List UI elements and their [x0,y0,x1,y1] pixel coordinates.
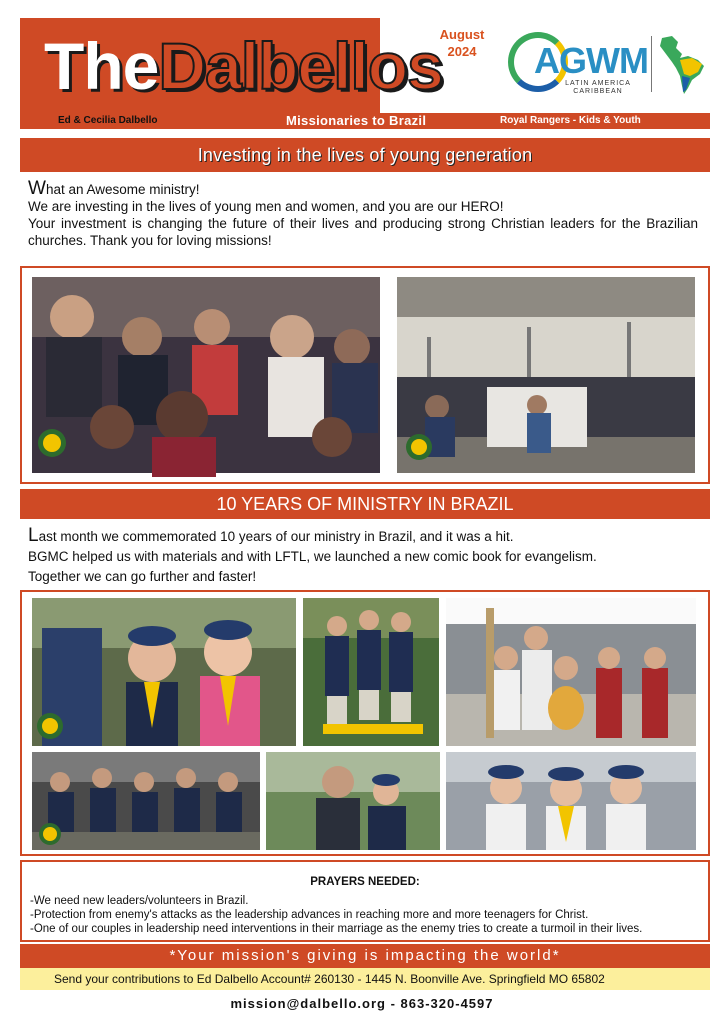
title-the: The [44,29,159,103]
contact-footer: mission@dalbello.org - 863-320-4597 [230,996,494,1011]
prayer-requests-box [20,860,710,942]
intro-line-investment: Your investment is changing the future of their lives and producing strong Christian leaders for the Brazilian churches. Thank you for loving missions! [28,216,698,248]
masthead-title [20,18,443,113]
anniversary-paragraph: Last month we commemorated 10 years of our ministry in Brazil, and it was a hit. BGMC helped us with materials and with LFTL, we launched a new comic book for evangelism. Together we can go further and faster! [28,526,708,587]
logo-divider [651,36,652,92]
missionary-names: Ed & Cecilia Dalbello [58,115,158,126]
anniversary-line-bgmc: BGMC helped us with materials and with LFTL, we launched a new comic book for evangelism. [28,549,597,564]
title-surname: Dalbellos [158,29,443,103]
contribution-info: Send your contributions to Ed Dalbello Account# 260130 - 1445 N. Boonville Ave. Springfield MO 65802 [20,968,710,990]
dropcap: W [28,178,46,199]
section-heading-investing: Investing in the lives of young generation [20,138,710,172]
photo-three-rangers [303,598,439,746]
photo-man-and-boy [266,752,440,850]
ministry-focus: Royal Rangers - Kids & Youth [500,115,641,126]
agwm-logo [508,28,708,104]
latin-america-map-icon [658,34,708,96]
logo-subtitle: LATIN AMERICA CARIBBEAN [565,80,631,95]
photo-youth-praying [32,277,380,473]
anniversary-line-together: Together we can go further and faster! [28,569,257,584]
photo-girls-thumbs-up [32,598,296,746]
prayer-item: -Protection from enemy's attacks as the leadership advances in reaching more and more teenagers for Christ. [30,909,589,921]
prayer-item: -We need new leaders/volunteers in Brazil. [30,895,249,907]
issue-date [428,26,496,60]
prayer-title: PRAYERS NEEDED: [310,876,420,888]
photo-rangers-sitting [32,752,260,850]
intro-paragraph: What an Awesome ministry! We are investing in the lives of young men and women, and you are our HERO! Your investment is changing the future of their lives and producing strong Christian leaders for the Brazilian churches. Thank you for loving missions! [28,178,698,248]
intro-line-hero: We are investing in the lives of young men and women, and you are our HERO! [28,199,504,214]
prayer-item: -One of our couples in leadership need interventions in their marriage as the enemy tries to create a turmoil in their lives. [30,923,643,935]
impact-banner: *Your mission's giving is impacting the world* [20,944,710,968]
section-heading-10-years: 10 YEARS OF MINISTRY IN BRAZIL [20,489,710,519]
logo-wordmark: AGWM [534,40,648,81]
prayer-list [30,894,702,936]
dropcap: L [28,525,39,546]
photo-costume-play [446,598,696,746]
photo-event-hall [397,277,695,473]
issue-year: 2024 [447,44,477,59]
issue-month: August [439,27,485,42]
photo-three-girls [446,752,696,850]
tagline: Missionaries to Brazil [286,113,427,128]
